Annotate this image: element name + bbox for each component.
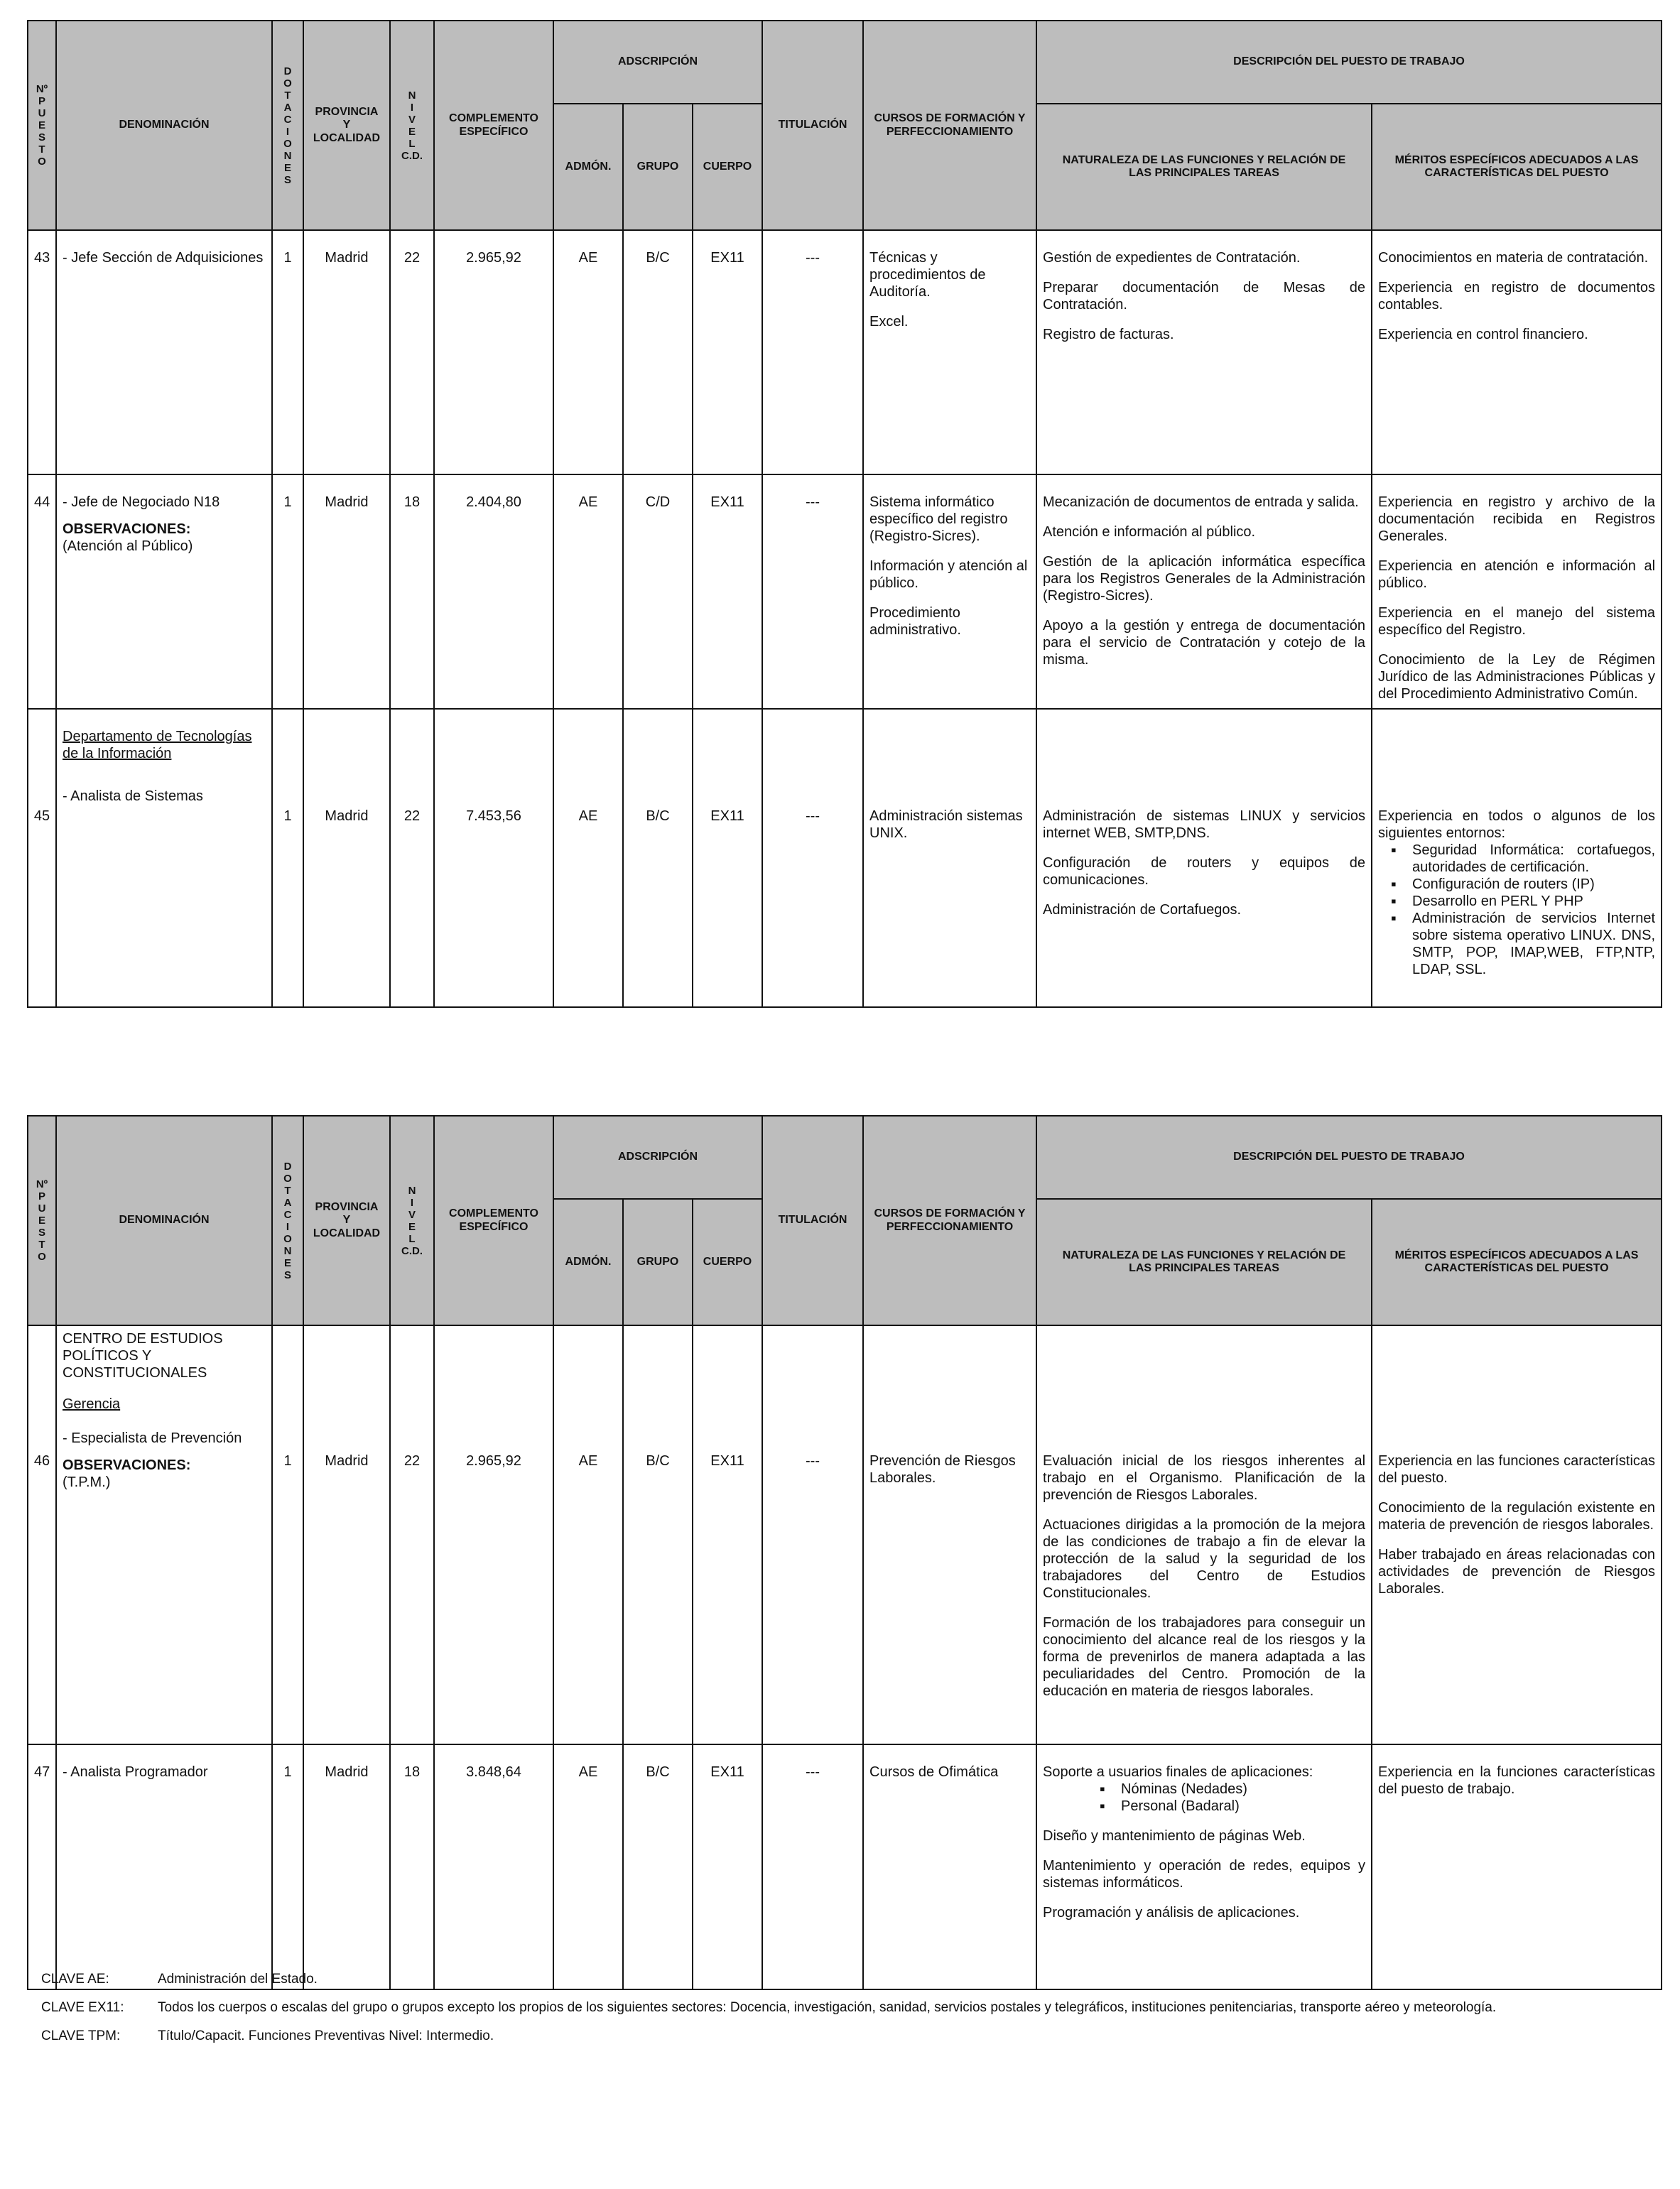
list-item: ▪ Seguridad Informática: cortafuegos, autoridades de certificación. [1412,842,1655,876]
funciones-cell [1036,1744,1372,1989]
grupo-cell: B/C [623,1744,693,1989]
meritos-cell [1372,474,1662,709]
header-cuerpo: CUERPO [693,1199,762,1325]
header-denominacion: DENOMINACIÓN [56,1116,272,1325]
curso-item: Técnicas y procedimientos de Auditoría. [869,250,986,300]
puesto-number: 47 [28,1744,56,1989]
denominacion-cell [56,709,272,1007]
merito-item: Conocimiento de la Ley de Régimen Jurídico de las Administraciones Públicas y del Procedimiento Administrativo Común. [1378,652,1656,702]
localidad-cell: Madrid [303,230,390,474]
puesto-number: 44 [28,474,56,709]
funcion-item: Administración de Cortafuegos. [1043,902,1242,918]
meritos-cell [1372,1744,1662,1989]
puesto-denominacion: - Analista Programador [63,1764,208,1780]
localidad-cell: Madrid [303,474,390,709]
funcion-item: Programación y análisis de aplicaciones. [1043,1905,1300,1921]
department-heading: Departamento de Tecnologías de la Información [63,729,252,761]
gerencia-heading: Gerencia [63,1396,121,1412]
cuerpo-cell: EX11 [693,709,762,1007]
puesto-number: 46 [28,1325,56,1744]
header-meritos: MÉRITOS ESPECÍFICOS ADECUADOS A LAS CARACTERÍSTICAS DEL PUESTO [1372,1199,1662,1325]
header-dotaciones: D O T A C I O N E S [272,21,303,230]
header-complemento: COMPLEMENTO ESPECÍFICO [434,1116,553,1325]
localidad-cell: Madrid [303,1325,390,1744]
funcion-item: Formación de los trabajadores para conseguir un conocimiento del alcance real de los riesgos y la forma de prevenirlos de manera adaptada a las peculiaridades del Centro. Promoción de la educación en materia de riesgos laborales. [1043,1615,1366,1699]
header-nivel: N I V E L C.D. [390,21,434,230]
header-cursos: CURSOS DE FORMACIÓN Y PERFECCIONAMIENTO [863,21,1036,230]
footer-clave-ae [41,1972,318,1987]
curso-item: Administración sistemas UNIX. [869,808,1023,841]
merito-intro: Experiencia en todos o algunos de los siguientes entornos: [1378,808,1656,841]
funcion-item: Atención e información al público. [1043,524,1256,540]
nivel-cell: 22 [390,230,434,474]
table-row [28,474,1662,709]
merito-item: Experiencia en control financiero. [1378,327,1588,342]
merito-item: Conocimiento de la regulación existente en materia de prevención de riesgos laborales. [1378,1500,1656,1533]
header-descripcion: DESCRIPCIÓN DEL PUESTO DE TRABAJO [1036,21,1662,104]
dotaciones-cell: 1 [272,1744,303,1989]
clave-text: Todos los cuerpos o escalas del grupo o grupos excepto los propios de los siguientes sectores: Docencia, investigación, sanidad, servicios postales y telegráficos, instituciones penitenciarias, transporte aéreo y meteorología. [158,2000,1497,2015]
header-admon: ADMÓN. [553,1199,623,1325]
header-provincia: PROVINCIA Y LOCALIDAD [303,21,390,230]
merito-item: Experiencia en registro y archivo de la documentación recibida en Registros Generales. [1378,494,1656,544]
complemento-cell: 2.965,92 [434,230,553,474]
funcion-item: Mecanización de documentos de entrada y salida. [1043,494,1359,510]
header-titulacion: TITULACIÓN [762,1116,863,1325]
merito-list [1378,842,1655,978]
merito-item: Conocimientos en materia de contratación. [1378,250,1649,266]
grupo-cell: B/C [623,230,693,474]
header-meritos: MÉRITOS ESPECÍFICOS ADECUADOS A LAS CARACTERÍSTICAS DEL PUESTO [1372,104,1662,230]
header-cuerpo: CUERPO [693,104,762,230]
funcion-item: Configuración de routers y equipos de comunicaciones. [1043,855,1366,888]
curso-item: Prevención de Riesgos Laborales. [869,1453,1016,1486]
puesto-denominacion: - Jefe Sección de Adquisiciones [63,250,264,266]
grupo-cell: B/C [623,709,693,1007]
list-item: ▪ Personal (Badaral) [1121,1798,1365,1815]
meritos-cell [1372,230,1662,474]
dotaciones-cell: 1 [272,709,303,1007]
merito-item: Experiencia en la funciones características del puesto de trabajo. [1378,1764,1656,1797]
list-item: ▪ Configuración de routers (IP) [1412,876,1655,893]
cursos-cell [863,474,1036,709]
titulacion-cell: --- [762,1325,863,1744]
positions-table-1 [27,20,1662,1008]
denominacion-cell [56,1325,272,1744]
complemento-cell: 2.404,80 [434,474,553,709]
merito-item: Experiencia en el manejo del sistema específico del Registro. [1378,605,1656,638]
denominacion-cell [56,474,272,709]
funcion-list [1043,1781,1365,1815]
curso-item: Cursos de Ofimática [869,1764,999,1780]
cuerpo-cell: EX11 [693,474,762,709]
curso-item: Sistema informático específico del registro (Registro-Sicres). [869,494,1008,544]
dotaciones-cell: 1 [272,230,303,474]
centro-heading: CENTRO DE ESTUDIOS POLÍTICOS Y CONSTITUCIONALES [63,1331,223,1381]
header-nivel: N I V E L C.D. [390,1116,434,1325]
funciones-cell [1036,1325,1372,1744]
table-row [28,1744,1662,1989]
curso-item: Excel. [869,314,909,330]
footer-clave-ex11 [41,2000,1496,2016]
list-item: ▪ Nóminas (Nedades) [1121,1781,1365,1798]
admon-cell: AE [553,230,623,474]
header-row [28,1116,1662,1199]
admon-cell: AE [553,709,623,1007]
grupo-cell: C/D [623,474,693,709]
header-row [28,21,1662,104]
clave-text: Título/Capacit. Funciones Preventivas Nivel: Intermedio. [158,2028,494,2043]
nivel-cell: 18 [390,1744,434,1989]
header-admon: ADMÓN. [553,104,623,230]
dotaciones-cell: 1 [272,1325,303,1744]
complemento-cell: 7.453,56 [434,709,553,1007]
funcion-item: Registro de facturas. [1043,327,1174,342]
clave-text: Administración del Estado. [158,1972,318,1987]
denominacion-cell [56,1744,272,1989]
grupo-cell: B/C [623,1325,693,1744]
header-grupo: GRUPO [623,104,693,230]
admon-cell: AE [553,474,623,709]
clave-key: CLAVE TPM: [41,2028,121,2043]
table-row [28,230,1662,474]
funciones-cell [1036,230,1372,474]
cuerpo-cell: EX11 [693,1744,762,1989]
table-row [28,1325,1662,1744]
funcion-item: Actuaciones dirigidas a la promoción de la mejora de las condiciones de trabajo a fin de elevar la protección de la salud y la seguridad de los trabajadores del Centro de Estudios Constitucionales. [1043,1517,1366,1601]
titulacion-cell: --- [762,474,863,709]
header-dotaciones: D O T A C I O N E S [272,1116,303,1325]
complemento-cell: 3.848,64 [434,1744,553,1989]
funcion-item: Gestión de la aplicación informática específica para los Registros Generales de la Administración (Registro-Sicres). [1043,554,1366,604]
nivel-cell: 18 [390,474,434,709]
titulacion-cell: --- [762,230,863,474]
funcion-item: Administración de sistemas LINUX y servicios internet WEB, SMTP,DNS. [1043,808,1366,841]
localidad-cell: Madrid [303,1744,390,1989]
puesto-number: 45 [28,709,56,1007]
clave-key: CLAVE EX11: [41,2000,124,2015]
header-naturaleza: NATURALEZA DE LAS FUNCIONES Y RELACIÓN DE LAS PRINCIPALES TAREAS [1036,104,1372,230]
merito-item: Experiencia en las funciones características del puesto. [1378,1453,1656,1486]
funciones-cell [1036,474,1372,709]
cuerpo-cell: EX11 [693,230,762,474]
cuerpo-cell: EX11 [693,1325,762,1744]
dotaciones-cell: 1 [272,474,303,709]
merito-item: Experiencia en atención e información al público. [1378,558,1656,591]
funcion-intro: Soporte a usuarios finales de aplicaciones: [1043,1764,1313,1780]
header-descripcion: DESCRIPCIÓN DEL PUESTO DE TRABAJO [1036,1116,1662,1199]
observaciones-value: (T.P.M.) [63,1474,111,1490]
footer-clave-tpm [41,2028,494,2044]
funcion-item: Diseño y mantenimiento de páginas Web. [1043,1828,1306,1844]
puesto-denominacion: - Analista de Sistemas [63,788,203,804]
header-adscripcion: ADSCRIPCIÓN [553,21,762,104]
positions-table-2 [27,1115,1662,1990]
meritos-cell [1372,1325,1662,1744]
puesto-denominacion: - Jefe de Negociado N18 [63,494,220,510]
curso-item: Información y atención al público. [869,558,1028,591]
puesto-number: 43 [28,230,56,474]
titulacion-cell: --- [762,1744,863,1989]
funcion-item: Mantenimiento y operación de redes, equipos y sistemas informáticos. [1043,1858,1366,1891]
complemento-cell: 2.965,92 [434,1325,553,1744]
cursos-cell [863,709,1036,1007]
titulacion-cell: --- [762,709,863,1007]
cursos-cell [863,1744,1036,1989]
table-row [28,709,1662,1007]
puesto-denominacion: - Especialista de Prevención [63,1430,242,1446]
header-adscripcion: ADSCRIPCIÓN [553,1116,762,1199]
header-titulacion: TITULACIÓN [762,21,863,230]
observaciones-value: (Atención al Público) [63,538,193,554]
header-denominacion: DENOMINACIÓN [56,21,272,230]
nivel-cell: 22 [390,709,434,1007]
cursos-cell [863,230,1036,474]
admon-cell: AE [553,1744,623,1989]
header-provincia: PROVINCIA Y LOCALIDAD [303,1116,390,1325]
nivel-cell: 22 [390,1325,434,1744]
merito-item: Experiencia en registro de documentos contables. [1378,280,1656,313]
cursos-cell [863,1325,1036,1744]
header-grupo: GRUPO [623,1199,693,1325]
funcion-item: Gestión de expedientes de Contratación. [1043,250,1301,266]
funcion-item: Apoyo a la gestión y entrega de documentación para el servicio de Contratación y cotejo de la misma. [1043,618,1366,668]
header-naturaleza: NATURALEZA DE LAS FUNCIONES Y RELACIÓN DE LAS PRINCIPALES TAREAS [1036,1199,1372,1325]
admon-cell: AE [553,1325,623,1744]
meritos-cell [1372,709,1662,1007]
localidad-cell: Madrid [303,709,390,1007]
list-item: ▪ Desarrollo en PERL Y PHP [1412,893,1655,910]
funcion-item: Evaluación inicial de los riesgos inherentes al trabajo en el Organismo. Planificación de la prevención de Riesgos Laborales. [1043,1453,1366,1503]
denominacion-cell [56,230,272,474]
merito-item: Haber trabajado en áreas relacionadas con actividades de prevención de Riesgos Laborales. [1378,1547,1656,1597]
clave-key: CLAVE AE: [41,1972,109,1987]
header-num-puesto: Nº P U E S T O [28,1116,56,1325]
observaciones-label: OBSERVACIONES: [63,1457,191,1473]
header-complemento: COMPLEMENTO ESPECÍFICO [434,21,553,230]
funcion-item: Preparar documentación de Mesas de Contratación. [1043,280,1366,313]
header-num-puesto: Nº P U E S T O [28,21,56,230]
funciones-cell [1036,709,1372,1007]
header-cursos: CURSOS DE FORMACIÓN Y PERFECCIONAMIENTO [863,1116,1036,1325]
curso-item: Procedimiento administrativo. [869,605,961,638]
observaciones-label: OBSERVACIONES: [63,521,191,537]
list-item: ▪ Administración de servicios Internet sobre sistema operativo LINUX. DNS, SMTP, POP, IMAP,WEB, FTP,NTP, LDAP, SSL. [1412,910,1655,978]
